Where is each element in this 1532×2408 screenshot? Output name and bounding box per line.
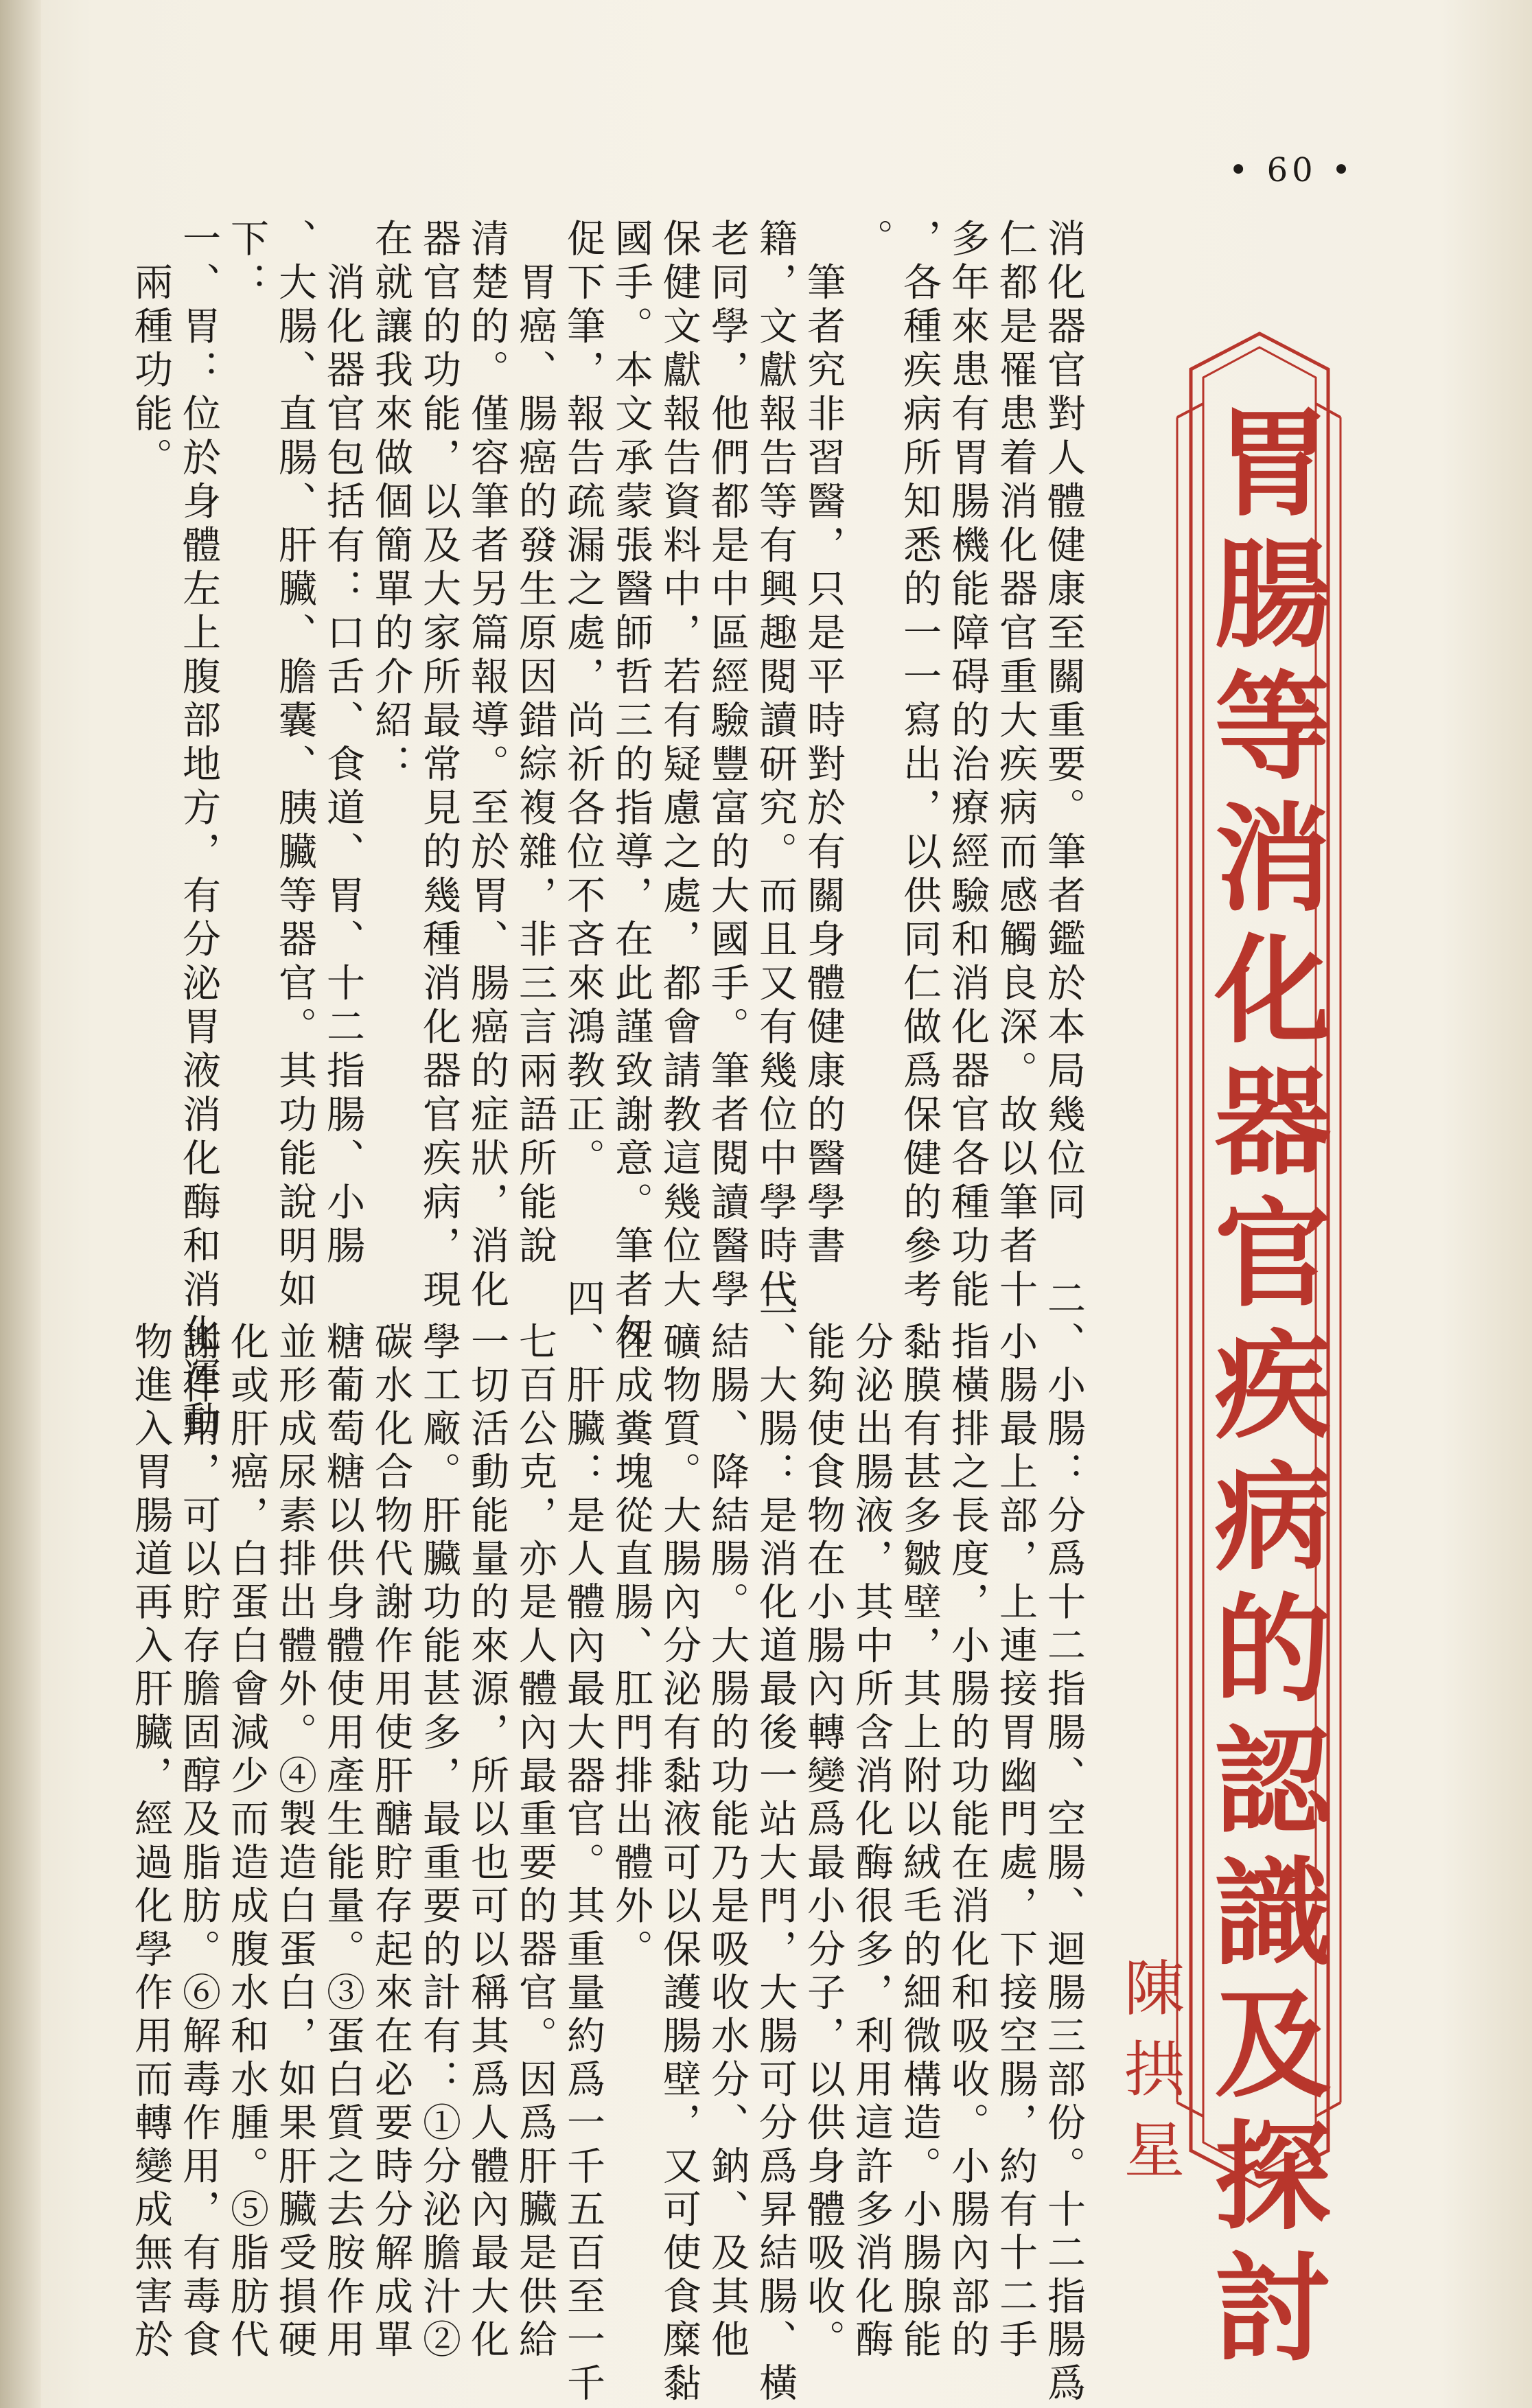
text-line: 下： [224,218,269,306]
text-line: 結腸、降結腸。大腸的功能乃是吸收水分、鈉、及其他 [705,1278,750,2363]
text-line: 分泌出腸液，其中所含消化酶很多，利用這許多消化酶 [849,1278,894,2363]
text-line: 。 [849,218,894,262]
text-line: 二、小腸：分爲十二指腸、空腸、迴腸三部份。十二指腸爲 [1041,1278,1086,2407]
text-line: 、大腸、直腸、肝臟、膽囊、胰臟等器官。其功能說明如 [272,218,317,1313]
text-line: 清楚的。僅容筆者另篇報導。至於胃、腸癌的症狀，消化 [465,218,509,1313]
text-line: 消化器官包括有：口舌、食道、胃、十二指腸、小腸 [321,218,365,1270]
text-line: 器官的功能，以及大家所最常見的幾種消化器官疾病，現 [417,218,461,1313]
text-line: 仁都是罹患着消化器官重大疾病而感觸良深。故以筆者十 [993,218,1038,1313]
text-line: 指橫排之長度，小腸的功能在消化和吸收。小腸內部的 [945,1278,990,2363]
text-line: 糖葡萄糖以供身體使用產生能量。③蛋白質之去胺作用 [321,1278,365,2363]
text-line: 兩種功能。 [128,218,173,481]
text-line: 在就讓我來做個簡單的介紹： [369,218,413,788]
text-line: 黏膜有甚多皺壁，其上附以絨毛的細微構造。小腸腺能 [897,1278,942,2363]
text-line: 物進入胃腸道再入肝臟，經過化學作用而轉變成無害於 [128,1278,173,2363]
text-line: 促下筆，報告疏漏之處，尚祈各位不吝來鴻教正。 [561,218,605,1182]
text-line: ，各種疾病所知悉的一一寫出，以供同仁做爲保健的參考 [897,218,942,1313]
intro-text-block [128,218,1086,1445]
text-line: 七百公克，亦是人體內最重要的器官。因爲肝臟是供給 [513,1278,557,2363]
article-title: 胃腸等消化器官疾病的認識及探討 [1194,402,1332,2378]
text-line: 住成糞塊從直腸、肛門排出體外。 [609,1278,653,1973]
text-line: 一、胃：位於身體左上腹部地方，有分泌胃液消化酶和消化運動 [176,218,221,1445]
text-line: 小腸最上部，上連接胃幽門處，下接空腸，約有十二手 [993,1278,1038,2363]
text-line: 多年來患有胃腸機能障碍的治療經驗和消化器官各種功能 [945,218,990,1313]
text-line: 四、肝臟：是人體內最大器官。其重量約爲一千五百至一千 [561,1278,605,2407]
page-number: • 60 • [1229,151,1356,189]
text-line: 碳水化合物代謝作用使肝醣貯存起來在必要時分解成單 [369,1278,413,2363]
page-gutter-shadow [0,0,41,2408]
text-line: 能夠使食物在小腸內轉變爲最小分子，以供身體吸收。 [801,1278,846,2363]
text-line: 消化器官對人體健康至關重要。筆者鑑於本局幾位同 [1041,218,1086,1226]
body-text-block [128,1278,1086,2407]
text-line: 三、大腸：是消化道最後一站大門，大腸可分爲昇結腸、橫 [753,1278,798,2407]
text-line: 筆者究非習醫，只是平時對於有關身體健康的醫學書 [801,218,846,1270]
text-line: 一切活動能量的來源，所以也可以稱其爲人體內最大化 [465,1278,509,2363]
text-line: 保健文獻報告資料中，若有疑慮之處，都會請教這幾位大 [657,218,701,1313]
text-line: 老同學，他們都是中區經驗豐富的大國手。筆者閱讀醫學 [705,218,750,1313]
text-line: 籍，文獻報告等有興趣閱讀研究。而且又有幾位中學時代 [753,218,798,1313]
article-author: 陳拱星 [1115,1956,1185,2199]
text-line: 國手。本文承蒙張醫師哲三的指導，在此謹致謝意。筆者匆 [609,218,653,1357]
text-line: 礦物質。大腸內分泌有黏液可以保護腸壁，又可使食糜黏 [657,1278,701,2407]
text-line: 並形成尿素排出體外。④製造白蛋白，如果肝臟受損硬 [272,1278,317,2363]
text-line: 謝作用，可以貯存膽固醇及脂肪。⑥解毒作用，有毒食 [176,1278,221,2363]
text-line: 化或肝癌，白蛋白會減少而造成腹水和水腫。⑤脂肪代 [224,1278,269,2363]
text-line: 胃癌、腸癌的發生原因錯綜複雜，非三言兩語所能說 [513,218,557,1270]
text-line: 學工廠。肝臟功能甚多，最重要的計有：①分泌膽汁② [417,1278,461,2363]
